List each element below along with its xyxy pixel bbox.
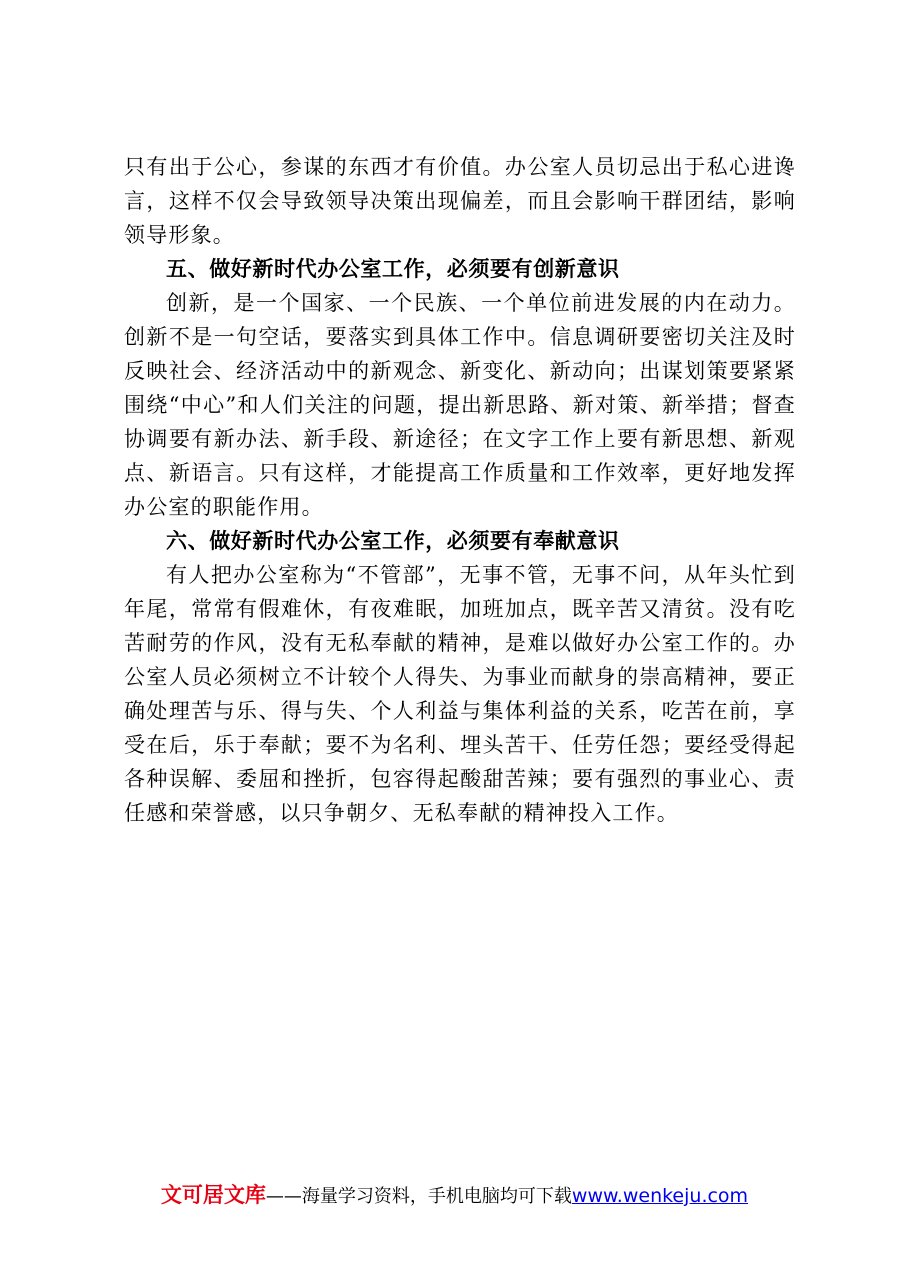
body-paragraph-1: 只有出于公心，参谋的东西才有价值。办公室人员切忌出于私心进谗言，这样不仅会导致领导决策出现偏差，而且会影响干群团结，影响领导形象。 [124,155,796,247]
body-paragraph-2: 创新，是一个国家、一个民族、一个单位前进发展的内在动力。创新不是一句空话，要落实到具体工作中。信息调研要密切关注及时反映社会、经济活动中的新观念、新变化、新动向；出谋划策要紧紧围绕“中心”和人们关注的问题，提出新思路、新对策、新举措；督查协调要有新办法、新手段、新途径；在文字工作上要有新思想、新观点、新语言。只有这样，才能提高工作质量和工作效率，更好地发挥办公室的职能作用。 [124,291,796,519]
body-paragraph-3: 有人把办公室称为“不管部”，无事不管，无事不问，从年头忙到年尾，常常有假难休，有夜难眠，加班加点，既辛苦又清贫。没有吃苦耐劳的作风，没有无私奉献的精神，是难以做好办公室工作的。办公室人员必须树立不计较个人得失、为事业而献身的崇高精神，要正确处理苦与乐、得与失、个人利益与集体利益的关系，吃苦在前，享受在后，乐于奉献；要不为名利、埋头苦干、任劳任怨；要经受得起各种误解、委屈和挫折，包容得起酸甜苦辣；要有强烈的事业心、责任感和荣誉感，以只争朝夕、无私奉献的精神投入工作。 [124,563,796,825]
footer-link[interactable]: www.wenkeju.com [571,1185,749,1207]
section-heading-6: 六、做好新时代办公室工作，必须要有奉献意识 [166,529,620,553]
page-footer [0,1180,909,1212]
footer-tagline: ——海量学习资料，手机电脑均可下载 [265,1186,572,1207]
section-heading-5: 五、做好新时代办公室工作，必须要有创新意识 [166,257,620,281]
footer-brand: 文可居文库 [160,1183,266,1207]
document-body [124,150,796,830]
